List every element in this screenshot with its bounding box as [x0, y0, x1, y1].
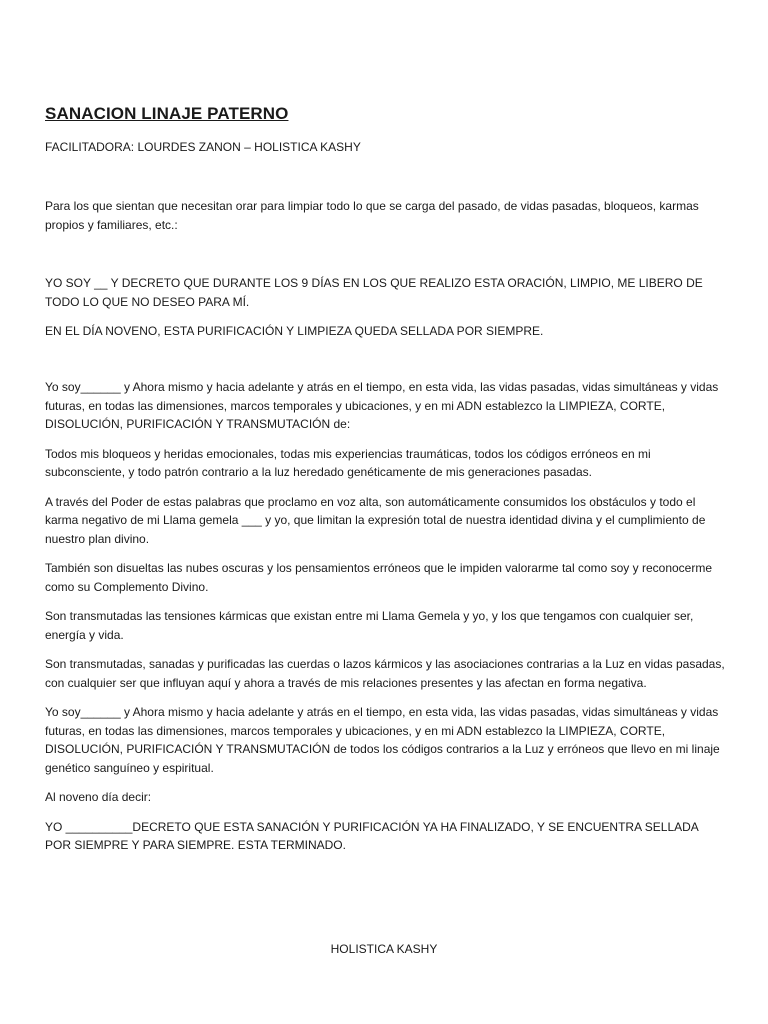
decree-paragraph: YO SOY __ Y DECRETO QUE DURANTE LOS 9 DÍAS EN LOS QUE REALIZO ESTA ORACIÓN, LIMPIO, ME LIBERO DE TODO LO QUE NO DESEO PARA MÍ. — [45, 276, 703, 309]
decree-paragraph: EN EL DÍA NOVENO, ESTA PURIFICACIÓN Y LIMPIEZA QUEDA SELLADA POR SIEMPRE. — [45, 324, 544, 338]
prayer-paragraph: Son transmutadas, sanadas y purificadas las cuerdas o lazos kármicos y las asociaciones contrarias a la Luz en vidas pasadas, con cualquier ser que influyan aquí y ahora a través de mis relaciones presentes y las afectan en forma negativa. — [45, 657, 725, 690]
document-footer: HOLISTICA KASHY — [330, 942, 438, 956]
prayer-paragraph: Son transmutadas las tensiones kármicas que existan entre mi Llama Gemela y yo, y los que tengamos con cualquier ser, energía y vida. — [45, 609, 694, 642]
prayer-paragraph: A través del Poder de estas palabras que proclamo en voz alta, son automáticamente consumidos los obstáculos y todo el karma negativo de mi Llama gemela ___ y yo, que limitan la expresión total de nuestra identidad divina y el cumplimiento de nuestro plan divino. — [45, 494, 706, 546]
prayer-paragraph: Yo soy______ y Ahora mismo y hacia adelante y atrás en el tiempo, en esta vida, las vidas pasadas, vidas simultáneas y vidas futuras, en todas las dimensiones, marcos temporales y ubicaciones, y en mi ADN establezco la LIMPIEZA, CORTE, DISOLUCIÓN, PURIFICACIÓN Y TRANSMUTACIÓN de: — [45, 380, 719, 431]
decree-section — [45, 274, 725, 352]
intro-paragraph: Para los que sientan que necesitan orar para limpiar todo lo que se carga del pasado, de vidas pasadas, bloqueos, karmas propios y familiares, etc.: — [45, 199, 699, 232]
facilitator-line: FACILITADORA: LOURDES ZANON – HOLISTICA KASHY — [45, 140, 361, 154]
document-title: SANACION LINAJE PATERNO — [45, 104, 289, 123]
intro-section — [45, 197, 725, 245]
prayer-paragraph: Todos mis bloqueos y heridas emocionales, todas mis experiencias traumáticas, todos los códigos erróneos en mi subconsciente, y todo patrón contrario a la luz heredado genéticamente de mis generaciones pasadas. — [45, 446, 651, 479]
closing-decree-paragraph: YO __________DECRETO QUE ESTA SANACIÓN Y PURIFICACIÓN YA HA FINALIZADO, Y SE ENCUENTRA SELLADA POR SIEMPRE Y PARA SIEMPRE. ESTA TERMINADO. — [45, 819, 699, 852]
prayer-paragraph: También son disueltas las nubes oscuras y los pensamientos erróneos que le impiden valorarme tal como soy y reconocerme como su Complemento Divino. — [45, 561, 713, 594]
prayer-paragraph: Yo soy______ y Ahora mismo y hacia adelante y atrás en el tiempo, en esta vida, las vidas pasadas, vidas simultáneas y vidas futuras, en todas las dimensiones, marcos temporales y ubicaciones, y en mi ADN establezco la LIMPIEZA, CORTE, DISOLUCIÓN, PURIFICACIÓN Y TRANSMUTACIÓN de todos los códigos contrarios a la Luz y erróneos que llevo en mi linaje genético sanguíneo y espiritual. — [45, 705, 720, 775]
prayer-paragraph: Al noveno día decir: — [45, 790, 152, 804]
prayer-section — [45, 378, 725, 866]
